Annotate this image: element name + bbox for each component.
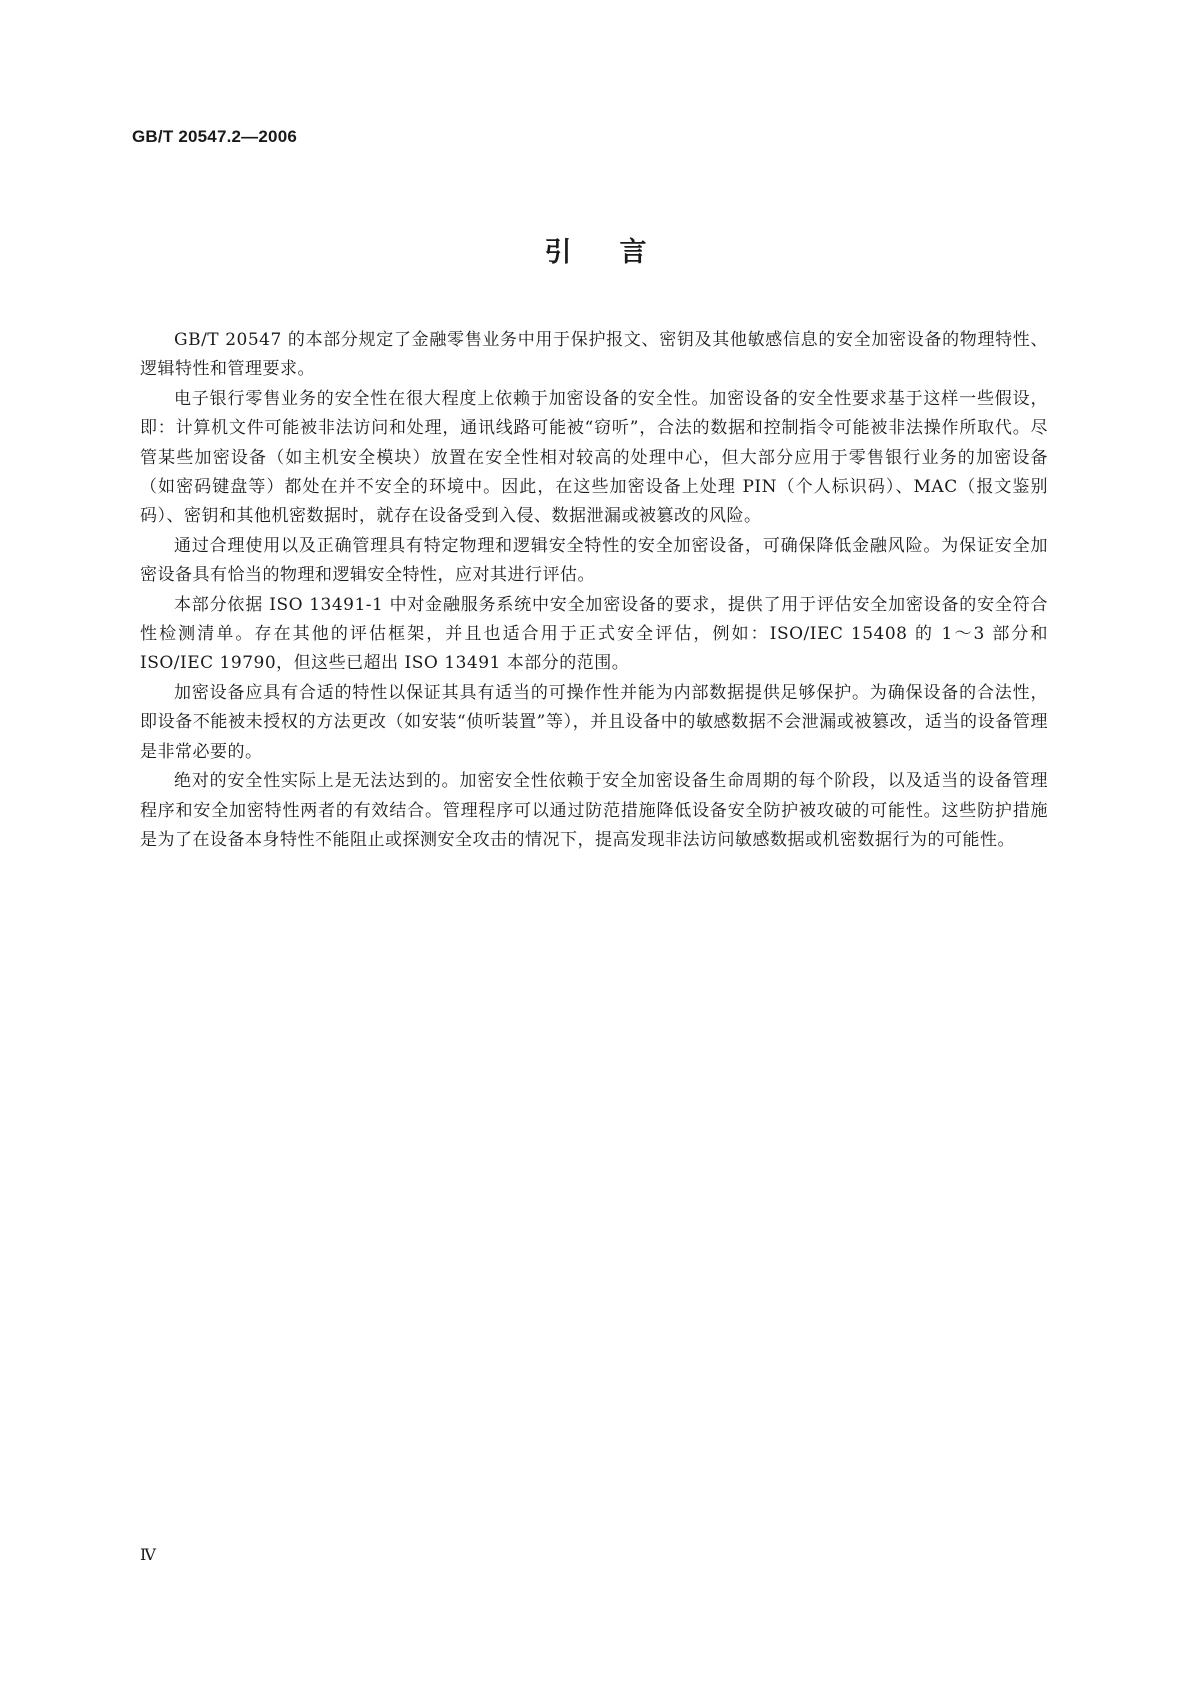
section-title: 引言	[544, 237, 695, 268]
paragraph-3: 通过合理使用以及正确管理具有特定物理和逻辑安全特性的安全加密设备，可确保降低金融风险。为保证安全加密设备具有恰当的物理和逻辑安全特性，应对其进行评估。	[140, 535, 1048, 586]
page-number: Ⅳ	[140, 1547, 156, 1564]
paragraph-6: 绝对的安全性实际上是无法达到的。加密安全性依赖于安全加密设备生命周期的每个阶段，以及适当的设备管理程序和安全加密特性两者的有效结合。管理程序可以通过防范措施降低设备安全防护被攻破的可能性。这些防护措施是为了在设备本身特性不能阻止或探测安全攻击的情况下，提高发现非法访问敏感数据或机密数据行为的可能性。	[140, 771, 1048, 850]
introduction-body	[140, 326, 1048, 855]
paragraph-1: GB/T 20547 的本部分规定了金融零售业务中用于保护报文、密钥及其他敏感信息的安全加密设备的物理特性、逻辑特性和管理要求。	[140, 330, 1048, 380]
paragraph-5: 加密设备应具有合适的特性以保证其具有适当的可操作性并能为内部数据提供足够保护。为确保设备的合法性，即设备不能被未授权的方法更改（如安装“侦听装置”等），并且设备中的敏感数据不会泄漏或被篡改，适当的设备管理是非常必要的。	[140, 682, 1048, 762]
standard-code: GB/T 20547.2—2006	[132, 127, 297, 146]
paragraph-4: 本部分依据 ISO 13491-1 中对金融服务系统中安全加密设备的要求，提供了用于评估安全加密设备的安全符合性检测清单。存在其他的评估框架，并且也适合用于正式安全评估，例如：ISO/IEC 15408 的 1～3 部分和 ISO/IEC 19790，但这些已超出 ISO 13491 本部分的范围。	[140, 594, 1048, 674]
paragraph-2: 电子银行零售业务的安全性在很大程度上依赖于加密设备的安全性。加密设备的安全性要求基于这样一些假设，即：计算机文件可能被非法访问和处理，通讯线路可能被“窃听”，合法的数据和控制指令可能被非法操作所取代。尽管某些加密设备（如主机安全模块）放置在安全性相对较高的处理中心，但大部分应用于零售银行业务的加密设备（如密码键盘等）都处在并不安全的环境中。因此，在这些加密设备上处理 PIN（个人标识码）、MAC（报文鉴别码）、密钥和其他机密数据时，就存在设备受到入侵、数据泄漏或被篡改的风险。	[140, 388, 1048, 527]
